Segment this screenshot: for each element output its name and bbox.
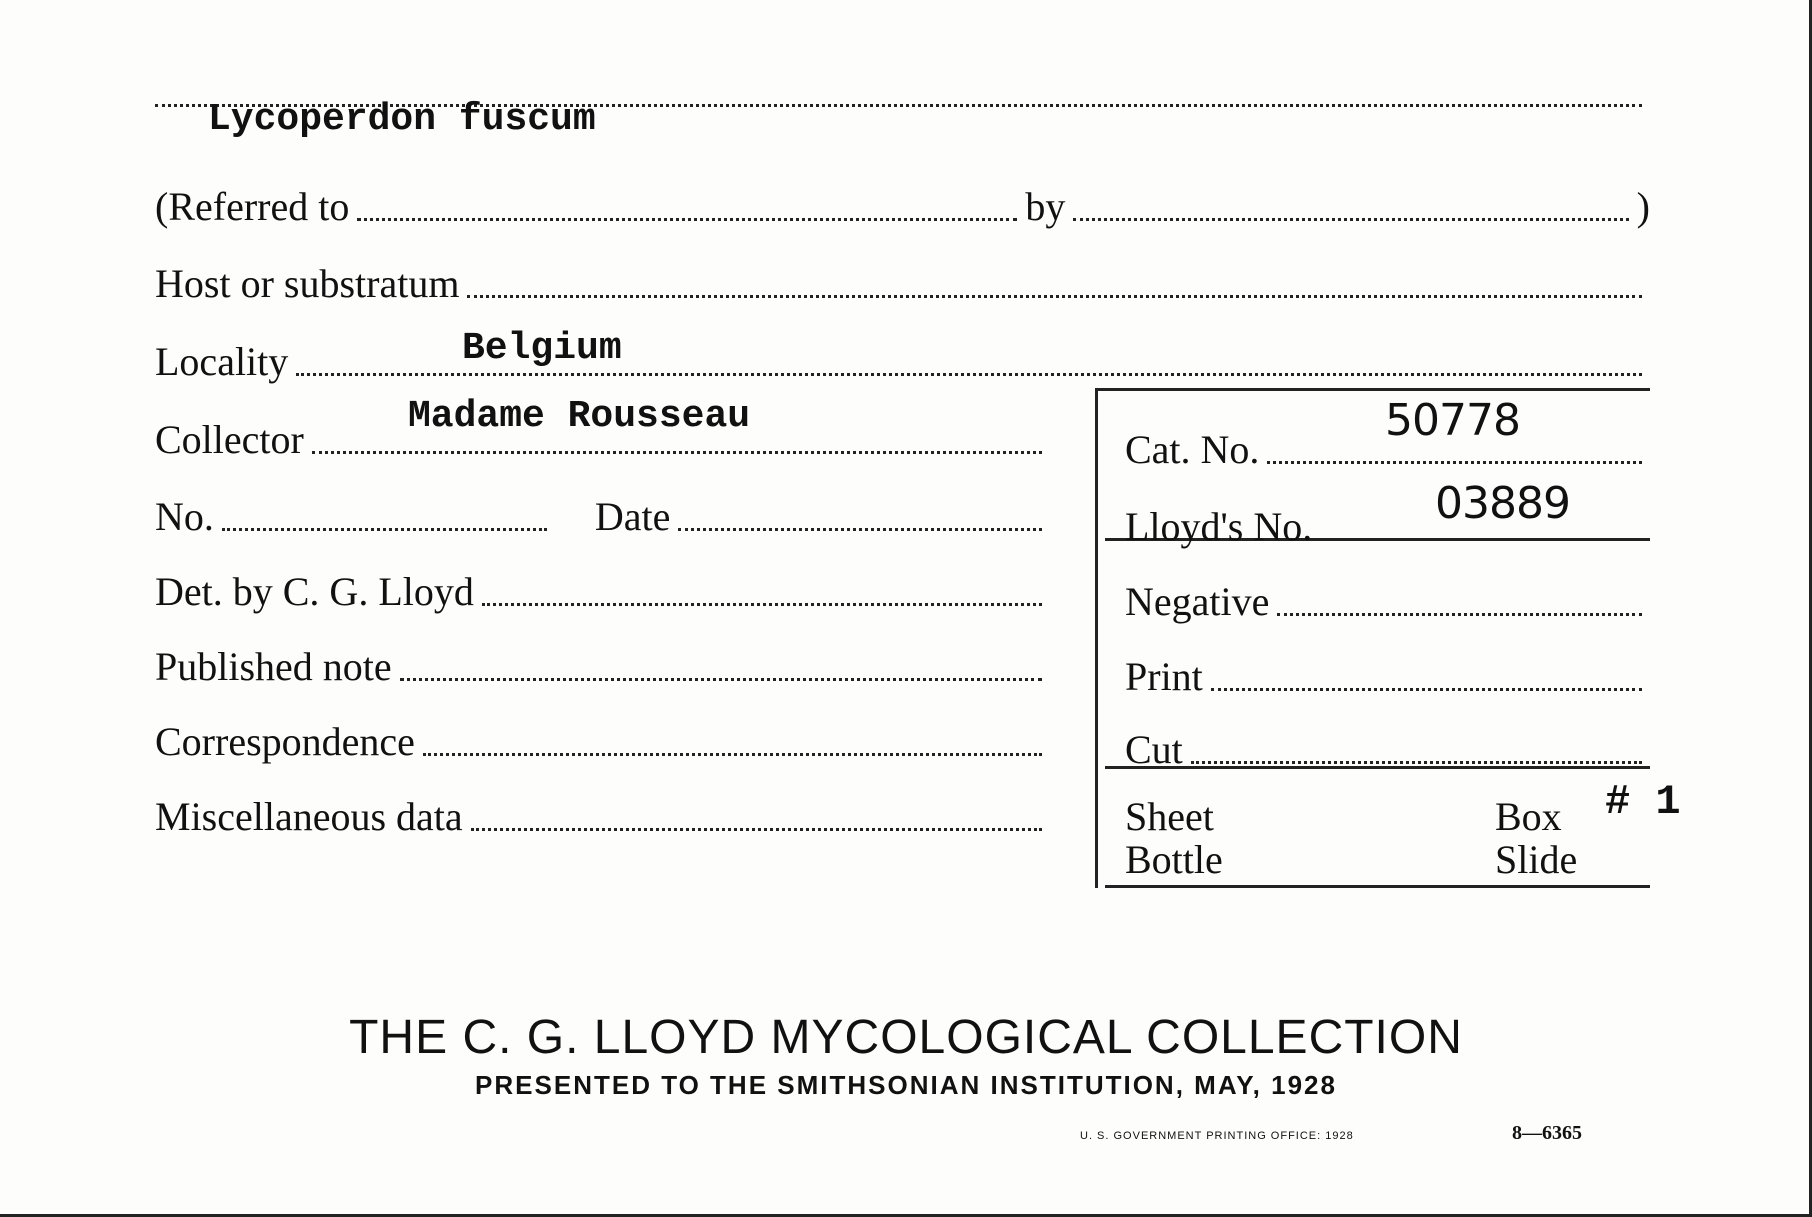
- cut-row: [1125, 728, 1650, 772]
- lloyds-no-row: [1125, 505, 1650, 549]
- correspondence-line: [423, 749, 1042, 756]
- collector-label: Collector: [155, 417, 304, 462]
- slide-label: Slide: [1495, 837, 1578, 882]
- negative-row: [1125, 580, 1650, 624]
- by-label: by: [1025, 184, 1066, 229]
- print-label: Print: [1125, 654, 1203, 699]
- no-date-row: [155, 495, 1050, 539]
- det-row: [155, 570, 1050, 614]
- cat-no-label: Cat. No.: [1125, 427, 1260, 472]
- published-note-line: [400, 674, 1042, 681]
- lloyds-no-label: Lloyd's No.: [1125, 504, 1313, 549]
- locality-value: Belgium: [462, 327, 622, 370]
- cat-no-value: 50778: [1385, 395, 1520, 446]
- collector-line: [312, 447, 1042, 454]
- locality-row: [155, 340, 1650, 384]
- close-paren: ): [1636, 184, 1650, 229]
- referred-to-label: (Referred to: [155, 184, 350, 229]
- printer-credit: U. S. GOVERNMENT PRINTING OFFICE: 1928: [1080, 1130, 1354, 1142]
- by-line: [1073, 214, 1628, 221]
- negative-label: Negative: [1125, 579, 1270, 624]
- det-by-line: [482, 599, 1042, 606]
- form-number: 8—6365: [1512, 1122, 1582, 1144]
- date-label: Date: [594, 494, 671, 539]
- print-row: [1125, 655, 1650, 699]
- cut-line: [1191, 757, 1642, 764]
- no-label: No.: [155, 494, 214, 539]
- collector-value: Madame Rousseau: [408, 395, 751, 438]
- negative-line: [1277, 609, 1642, 616]
- misc-label: Miscellaneous data: [155, 794, 463, 839]
- misc-row: [155, 795, 1050, 839]
- misc-line: [471, 824, 1042, 831]
- panel-top-border: [1095, 388, 1650, 391]
- lloyds-no-value: 03889: [1435, 478, 1570, 529]
- host-row: [155, 262, 1650, 306]
- det-by-label: Det. by C. G. Lloyd: [155, 569, 474, 614]
- no-line: [222, 524, 547, 531]
- referred-row: [155, 185, 1650, 229]
- locality-line: [296, 369, 1642, 376]
- bottle-label: Bottle: [1125, 837, 1223, 882]
- correspondence-label: Correspondence: [155, 719, 415, 764]
- sheet-label: Sheet: [1125, 794, 1214, 839]
- cut-label: Cut: [1125, 727, 1183, 772]
- locality-label: Locality: [155, 339, 289, 384]
- published-note-label: Published note: [155, 644, 392, 689]
- host-label: Host or substratum: [155, 261, 460, 306]
- correspondence-row: [155, 720, 1050, 764]
- cat-no-line: [1267, 457, 1642, 464]
- collection-subtitle: PRESENTED TO THE SMITHSONIAN INSTITUTION, MAY, 1928: [475, 1070, 1337, 1100]
- date-line: [678, 524, 1042, 531]
- host-line: [467, 291, 1642, 298]
- referred-to-line: [357, 214, 1017, 221]
- species-name: Lycoperdon fuscum: [208, 98, 596, 141]
- box-number-value: # 1: [1605, 778, 1681, 826]
- panel-left-border: [1095, 388, 1098, 888]
- print-line: [1211, 684, 1642, 691]
- box-label: Box: [1495, 794, 1562, 839]
- lloyds-no-line: [1320, 534, 1642, 541]
- panel-bottom-border: [1105, 885, 1650, 888]
- published-row: [155, 645, 1050, 689]
- collection-title: THE C. G. LLOYD MYCOLOGICAL COLLECTION: [349, 1011, 1463, 1064]
